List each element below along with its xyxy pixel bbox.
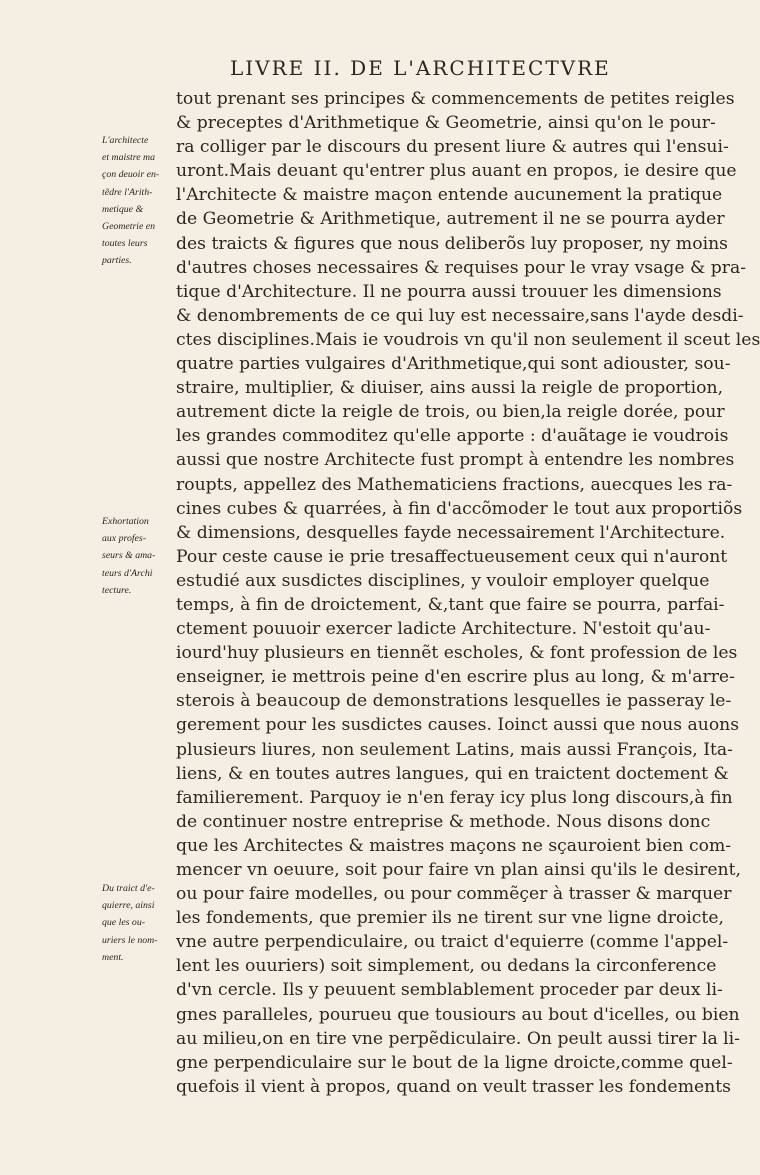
margin-note-line: uriers le nom- — [102, 934, 158, 946]
text-line: iourd'huy plusieurs en tiennẽt escholes, & font profession de les — [176, 643, 738, 664]
text-line: ctement pouuoir exercer ladicte Architecture. N'estoit qu'au- — [176, 619, 711, 640]
text-line: roupts, appellez des Mathematiciens fractions, auecques les ra- — [176, 474, 733, 495]
text-line: ctes disciplines.Mais ie voudrois vn qu'il non seulement il sceut les — [176, 329, 760, 350]
text-line: au milieu,on en tire vne perpẽdiculaire. On peult aussi tirer la li- — [176, 1028, 740, 1049]
text-line: tique d'Architecture. Il ne pourra aussi trouuer les dimensions — [176, 281, 722, 302]
margin-note-line: aux profes- — [102, 533, 146, 545]
text-line: aussi que nostre Architecte fust prompt à entendre les nombres — [176, 450, 735, 471]
text-line: tout prenant ses principes & commencements de petites reigles — [176, 89, 735, 109]
margin-note-line: teurs d'Archi — [102, 567, 153, 579]
text-line: quefois il vient à propos, quand on veult trasser les fondements — [176, 1076, 731, 1097]
margin-note-architecte — [102, 132, 176, 270]
margin-note-exhortation — [102, 513, 176, 599]
text-line: temps, à fin de droictement, &,tant que faire se pourra, parfai- — [176, 594, 725, 615]
margin-note-traict-equierre — [102, 880, 176, 966]
text-line: vne autre perpendiculaire, ou traict d'equierre (comme l'appel- — [176, 932, 729, 953]
text-line: enseigner, ie mettrois peine d'en escrire plus au long, & m'arre- — [176, 667, 735, 688]
text-line: plusieurs liures, non seulement Latins, mais aussi François, Ita- — [176, 739, 733, 760]
margin-note-line: Exhortation — [102, 516, 149, 527]
margin-note-line: metique & — [102, 203, 144, 215]
margin-note-line: et maistre ma — [102, 152, 155, 164]
text-line: quatre parties vulgaires d'Arithmetique,qui sont adiouster, sou- — [176, 354, 731, 375]
text-line: que les Architectes & maistres maçons ne sçauroient bien com- — [176, 835, 732, 856]
margin-note-line: tẽdre l'Arith- — [102, 186, 153, 198]
text-line: ou pour faire modelles, ou pour commẽçer à trasser & marquer — [176, 884, 732, 905]
text-line: Pour ceste cause ie prie tresaffectueusement ceux qui n'auront — [176, 546, 728, 567]
text-line: lent les ouuriers) soit simplement, ou dedans la circonference — [176, 956, 717, 977]
text-line: & dimensions, desquelles fayde necessairement l'Architecture. — [176, 522, 726, 543]
text-line: gnes paralleles, pourueu que tousiours au bout d'icelles, ou bien — [176, 1004, 740, 1025]
margin-note-line: çon deuoir en- — [102, 169, 160, 181]
text-line: les grandes commoditez qu'elle apporte : d'auãtage ie voudrois — [176, 426, 729, 447]
text-line: straire, multiplier, & diuiser, ains aussi la reigle de proportion, — [176, 378, 724, 399]
running-title: LIVRE II. DE L'ARCHITECTVRE — [230, 56, 611, 80]
margin-note-line: L'architecte — [102, 135, 149, 146]
main-text-block — [176, 87, 760, 1099]
text-line: l'Architecte & maistre maçon entende aucunement la pratique — [176, 185, 723, 206]
text-line: autrement dicte la reigle de trois, ou bien,la reigle dorée, pour — [176, 402, 725, 423]
text-line: uront.Mais deuant qu'entrer plus auant en propos, ie desire que — [176, 161, 737, 182]
text-line: ra colliger par le discours du present liure & autres qui l'ensui- — [176, 137, 729, 158]
margin-note-line: parties. — [102, 255, 132, 267]
margin-note-line: toutes leurs — [102, 238, 148, 250]
text-line: mencer vn oeuure, soit pour faire vn plan ainsi qu'ils le desirent, — [176, 860, 741, 880]
margin-note-line: tecture. — [102, 584, 132, 596]
text-line: liens, & en toutes autres langues, qui en traictent doctement & — [176, 763, 729, 784]
text-line: sterois à beaucoup de demonstrations lesquelles ie passeray le- — [176, 691, 732, 712]
margin-note-line: seurs & ama- — [102, 550, 156, 562]
text-line: d'vn cercle. Ils y peuuent semblablement proceder par deux li- — [176, 980, 723, 1001]
text-line: des traicts & figures que nous deliberõs luy proposer, ny moins — [176, 233, 728, 254]
margin-note-line: quierre, ainsi — [102, 900, 155, 912]
text-line: gne perpendiculaire sur le bout de la ligne droicte,comme quel- — [176, 1052, 733, 1073]
margin-note-line: Du traict d'e- — [102, 883, 155, 894]
text-line: familierement. Parquoy ie n'en feray icy plus long discours,à fin — [176, 787, 733, 808]
text-line: & preceptes d'Arithmetique & Geometrie, ainsi qu'on le pour- — [176, 113, 716, 134]
text-line: de continuer nostre entreprise & methode. Nous disons donc — [176, 811, 711, 832]
text-line: de Geometrie & Arithmetique, autrement il ne se pourra ayder — [176, 209, 725, 230]
margin-note-line: que les ou- — [102, 917, 145, 929]
text-line: & denombrements de ce qui luy est necessaire,sans l'ayde desdi- — [176, 305, 744, 326]
margin-note-line: Geometrie en — [102, 220, 156, 232]
text-line: cines cubes & quarrées, à fin d'accõmoder le tout aux proportiõs — [176, 498, 743, 519]
text-line: gerement pour les susdictes causes. Ioinct aussi que nous auons — [176, 715, 740, 736]
text-line: d'autres choses necessaires & requises pour le vray vsage & pra- — [176, 257, 747, 278]
text-line: les fondements, que premier ils ne tirent sur vne ligne droicte, — [176, 908, 724, 929]
text-line: estudié aux susdictes disciplines, y vouloir employer quelque — [176, 570, 710, 591]
margin-note-line: ment. — [102, 951, 124, 963]
